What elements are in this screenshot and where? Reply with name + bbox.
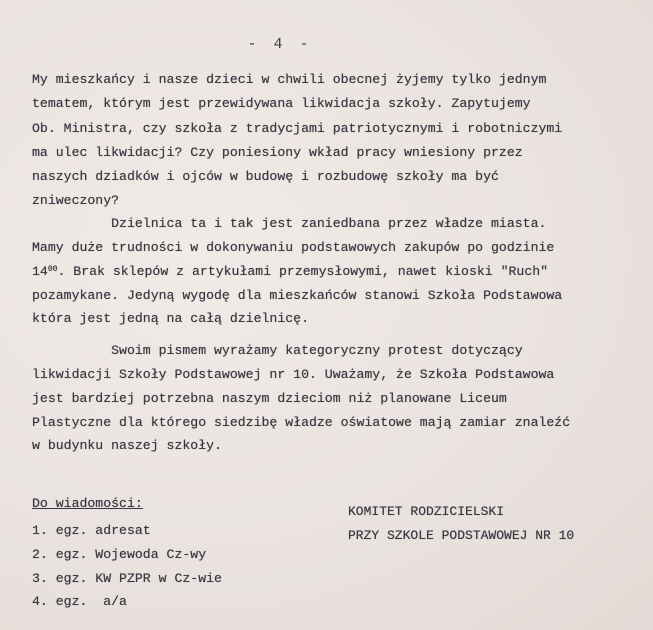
text-line: pozamykane. Jedyną wygodę dla mieszkańców stanowi Szkoła Podstawowa <box>32 288 563 303</box>
committee-name: KOMITET RODZICIELSKI <box>348 504 505 519</box>
text-line: Swoim pismem wyrażamy kategoryczny protest dotyczący <box>32 343 523 358</box>
list-item: 1. egz. adresat <box>32 523 151 538</box>
committee-school: PRZY SZKOLE PODSTAWOWEJ NR 10 <box>348 528 575 543</box>
text-line: naszych dziadków i ojców w budowę i rozbudowę szkoły ma być <box>32 169 499 184</box>
text-line: w budynku naszej szkoły. <box>32 438 222 453</box>
text-line: My mieszkańcy i nasze dzieci w chwili obecnej żyjemy tylko jednym <box>32 72 547 87</box>
text-line: tematem, którym jest przewidywana likwidacja szkoły. Zapytujemy <box>32 96 531 111</box>
list-item: 4. egz. a/a <box>32 594 127 609</box>
text-line: Mamy duże trudności w dokonywaniu podstawowych zakupów po godzinie <box>32 240 555 255</box>
distribution-heading: Do wiadomości: <box>32 496 143 511</box>
text-line: likwidacji Szkoły Podstawowej nr 10. Uważamy, że Szkoła Podstawowa <box>32 367 555 382</box>
text-line <box>32 264 548 280</box>
text-line: Ob. Ministra, czy szkoła z tradycjami patriotycznymi i robotniczymi <box>32 121 563 136</box>
hour-superscript: 00 <box>47 265 58 274</box>
hour-text: 14 <box>32 264 48 279</box>
text-line: jest bardziej potrzebna naszym dzieciom niż planowane Liceum <box>32 391 507 406</box>
text-line: ma ulec likwidacji? Czy poniesiony wkład pracy wniesiony przez <box>32 145 523 160</box>
list-item: 3. egz. KW PZPR w Cz-wie <box>32 571 222 586</box>
text-line: Plastyczne dla którego siedzibę władze oświatowe mają zamiar znaleźć <box>32 415 571 430</box>
text-fragment: . Brak sklepów z artykułami przemysłowymi, nawet kioski "Ruch" <box>57 264 549 279</box>
list-item: 2. egz. Wojewoda Cz-wy <box>32 547 207 562</box>
text-line: która jest jedną na całą dzielnicę. <box>32 311 309 326</box>
text-line: Dzielnica ta i tak jest zaniedbana przez władze miasta. <box>32 216 547 231</box>
text-line: zniweczony? <box>32 193 120 208</box>
page-number: - 4 - <box>247 36 313 53</box>
